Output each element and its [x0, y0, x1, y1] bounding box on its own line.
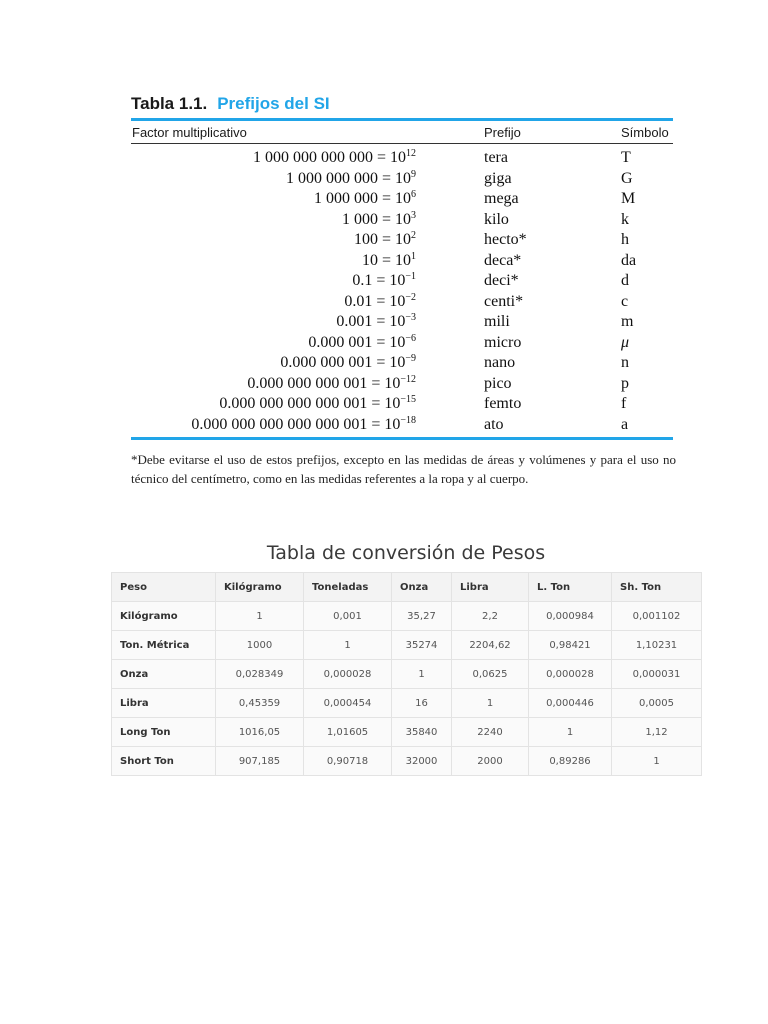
- column-header: Kilógramo: [216, 573, 304, 602]
- si-row: [131, 333, 673, 354]
- symbol-cell: d: [621, 272, 629, 289]
- table-cell: 32000: [392, 747, 452, 776]
- table-cell: 0,000446: [529, 689, 612, 718]
- table-cell: 2,2: [452, 602, 529, 631]
- table-cell: 0,0005: [612, 689, 702, 718]
- prefix-cell: hecto*: [484, 231, 527, 248]
- factor-value: 0.000 001: [308, 333, 373, 351]
- row-header-cell: Libra: [112, 689, 216, 718]
- factor-exponent: −15: [400, 394, 416, 405]
- row-header-cell: Long Ton: [112, 718, 216, 747]
- table-cell: 2204,62: [452, 631, 529, 660]
- table-cell: 0,000031: [612, 660, 702, 689]
- symbol-cell: k: [621, 210, 629, 228]
- factor-exponent: 1: [411, 250, 416, 262]
- si-row: [131, 271, 673, 292]
- si-table-body: [131, 144, 673, 437]
- prefix-cell: centi*: [484, 292, 524, 310]
- si-table-header: [131, 121, 673, 143]
- table-cell: 0,90718: [304, 747, 392, 776]
- table-cell: 16: [392, 689, 452, 718]
- table-cell: 1016,05: [216, 718, 304, 747]
- factor-cell: 1 000 000 000 $000 = 10^{12}$: [252, 148, 416, 166]
- factor-value: 0.000 000 001: [280, 354, 373, 371]
- si-row: [131, 169, 673, 190]
- table-cell: 0,000028: [529, 660, 612, 689]
- table-cell: 1: [612, 747, 702, 776]
- table-row: [112, 660, 702, 689]
- factor-exponent: 9: [411, 168, 416, 180]
- si-row: [131, 292, 673, 313]
- table-cell: 0,0625: [452, 660, 529, 689]
- table-cell: 1: [304, 631, 392, 660]
- factor-value: 1 000 000 000 000: [252, 149, 373, 166]
- factor-exponent: −9: [405, 353, 416, 364]
- factor-exponent: −6: [405, 332, 416, 344]
- factor-cell: $10 = 10^1$: [361, 250, 416, 269]
- table-cell: 0,001: [304, 602, 392, 631]
- factor-value: 0.000 000 000 000 001: [219, 395, 368, 412]
- table-row: [112, 718, 702, 747]
- weight-conversion-section: [111, 536, 701, 776]
- table-cell: 1: [216, 602, 304, 631]
- si-row: [131, 189, 673, 210]
- table-cell: 35840: [392, 718, 452, 747]
- factor-exponent: −12: [400, 373, 416, 385]
- si-table-name: Prefijos del SI: [217, 94, 330, 113]
- si-table-label: Tabla 1.1.: [131, 94, 208, 113]
- table-cell: 0,89286: [529, 747, 612, 776]
- si-row: [131, 210, 673, 231]
- header-factor: Factor multiplicativo: [132, 125, 247, 140]
- factor-value: 0.01: [344, 292, 373, 310]
- table-cell: 0,45359: [216, 689, 304, 718]
- conversion-table-body: [112, 602, 702, 776]
- bottom-blue-rule: [131, 437, 673, 440]
- prefix-cell: deci*: [484, 272, 519, 289]
- prefix-cell: kilo: [484, 210, 509, 228]
- factor-cell: 1 $000 = 10^3$: [341, 209, 416, 228]
- table-cell: 35274: [392, 631, 452, 660]
- si-row: [131, 415, 673, 436]
- si-prefix-table: [131, 90, 676, 501]
- row-header-cell: Kilógramo: [112, 602, 216, 631]
- si-row: [131, 374, 673, 395]
- prefix-cell: deca*: [484, 251, 522, 269]
- table-cell: 2240: [452, 718, 529, 747]
- table-cell: 0,000454: [304, 689, 392, 718]
- table-cell: 1: [392, 660, 452, 689]
- si-table-title: [131, 90, 673, 118]
- si-row: [131, 251, 673, 272]
- prefix-cell: mili: [484, 313, 510, 330]
- table-cell: 0,98421: [529, 631, 612, 660]
- symbol-cell: h: [621, 231, 629, 248]
- factor-cell: 0.000 $001 = 10^{-6}$: [308, 332, 416, 351]
- factor-value: 1 000 000: [313, 190, 378, 207]
- factor-cell: $0.001 = 10^{-3}$: [336, 312, 416, 330]
- factor-exponent: −3: [405, 312, 416, 323]
- factor-exponent: −1: [405, 271, 416, 282]
- table-row: [112, 689, 702, 718]
- symbol-cell: f: [621, 395, 627, 412]
- factor-cell: $100 = 10^2$: [353, 230, 416, 248]
- symbol-cell: G: [621, 169, 633, 187]
- table-cell: 1000: [216, 631, 304, 660]
- factor-value: 10: [361, 251, 378, 269]
- si-row: [131, 312, 673, 333]
- si-row: [131, 230, 673, 251]
- symbol-cell: p: [621, 374, 629, 392]
- prefix-cell: nano: [484, 354, 516, 371]
- factor-cell: 1 000 000 $000 = 10^9$: [285, 168, 416, 187]
- header-symbol: Símbolo: [621, 125, 669, 140]
- symbol-cell: a: [621, 415, 629, 433]
- table-cell: 907,185: [216, 747, 304, 776]
- table-cell: 1,12: [612, 718, 702, 747]
- header-prefix: Prefijo: [484, 125, 521, 140]
- symbol-cell: c: [621, 292, 629, 310]
- column-header: Libra: [452, 573, 529, 602]
- conversion-table: [111, 572, 702, 776]
- factor-exponent: 6: [411, 189, 416, 200]
- column-header: L. Ton: [529, 573, 612, 602]
- table-row: [112, 747, 702, 776]
- table-cell: 0,000028: [304, 660, 392, 689]
- table-cell: 0,001102: [612, 602, 702, 631]
- prefix-cell: ato: [484, 415, 504, 433]
- factor-exponent: −18: [400, 414, 416, 426]
- conversion-header-row: [112, 573, 702, 602]
- symbol-cell: da: [621, 251, 637, 269]
- factor-value: 100: [353, 231, 378, 248]
- table-row: [112, 631, 702, 660]
- table-cell: 2000: [452, 747, 529, 776]
- symbol-cell: μ: [621, 333, 630, 351]
- factor-cell: $0.01 = 10^{-2}$: [344, 291, 416, 310]
- factor-value: 0.000 000 000 000 000 001: [191, 415, 368, 433]
- si-row: [131, 148, 673, 169]
- table-cell: 1: [529, 718, 612, 747]
- prefix-cell: pico: [484, 374, 512, 392]
- table-cell: 1: [452, 689, 529, 718]
- factor-exponent: 12: [406, 148, 416, 159]
- column-header: Sh. Ton: [612, 573, 702, 602]
- factor-exponent: 3: [411, 209, 416, 221]
- conversion-table-title: Tabla de conversión de Pesos: [266, 542, 546, 564]
- factor-exponent: 2: [411, 230, 416, 241]
- prefix-cell: giga: [484, 169, 512, 187]
- table-cell: 0,000984: [529, 602, 612, 631]
- column-header: Onza: [392, 573, 452, 602]
- factor-cell: 0.000 000 000 000 $001 = 10^{-15}$: [219, 394, 416, 412]
- si-row: [131, 394, 673, 415]
- si-row: [131, 353, 673, 374]
- table-cell: 35,27: [392, 602, 452, 631]
- factor-cell: 1 000 $000 = 10^6$: [313, 189, 416, 207]
- factor-value: 0.1: [352, 272, 373, 289]
- prefix-cell: femto: [484, 395, 522, 412]
- si-footnote: *Debe evitarse el uso de estos prefijos, excepto en las medidas de áreas y volúmenes y para el uso no técnico del centímetro, como en las medidas referentes a la ropa y al cuerpo.: [131, 452, 676, 486]
- row-header-cell: Onza: [112, 660, 216, 689]
- table-cell: 0,028349: [216, 660, 304, 689]
- factor-value: 1 000: [341, 210, 378, 228]
- table-row: [112, 602, 702, 631]
- column-header: Peso: [112, 573, 216, 602]
- prefix-cell: tera: [484, 149, 508, 166]
- factor-cell: 0.000 000 000 $001 = 10^{-12}$: [247, 373, 416, 392]
- factor-value: 1 000 000 000: [285, 169, 378, 187]
- row-header-cell: Short Ton: [112, 747, 216, 776]
- factor-cell: $0.1 = 10^{-1}$: [352, 271, 416, 289]
- column-header: Toneladas: [304, 573, 392, 602]
- factor-exponent: −2: [405, 291, 416, 303]
- symbol-cell: m: [621, 313, 634, 330]
- factor-cell: 0.000 000 000 000 000 $001 = 10^{-18}$: [191, 414, 416, 433]
- symbol-cell: n: [621, 354, 629, 371]
- symbol-cell: T: [621, 149, 631, 166]
- prefix-cell: mega: [484, 190, 519, 207]
- factor-value: 0.001: [336, 313, 373, 330]
- table-cell: 1,10231: [612, 631, 702, 660]
- row-header-cell: Ton. Métrica: [112, 631, 216, 660]
- factor-cell: 0.000 000 $001 = 10^{-9}$: [280, 353, 416, 371]
- factor-value: 0.000 000 000 001: [247, 374, 368, 392]
- symbol-cell: M: [621, 190, 636, 207]
- table-cell: 1,01605: [304, 718, 392, 747]
- prefix-cell: micro: [484, 333, 522, 351]
